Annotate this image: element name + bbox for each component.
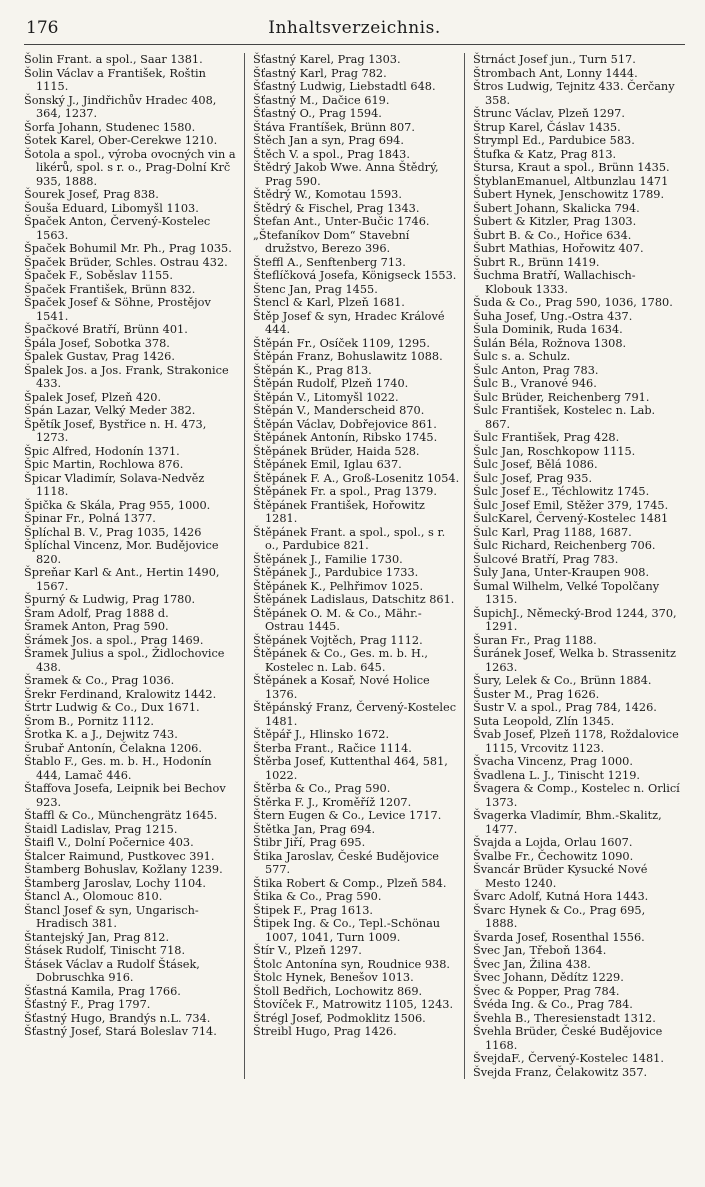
index-entry: Štěpán Franz, Bohuslawitz 1088.: [253, 350, 443, 363]
index-entry: Štenc Jan, Prag 1455.: [253, 282, 378, 296]
index-entry: Šulc Josef E., Téchlowitz 1745.: [473, 485, 650, 498]
index-entry: Štěpánek Fr. a spol., Prag 1379.: [253, 485, 437, 498]
index-entry: Štěch Jan a syn, Prag 694.: [253, 134, 404, 147]
index-entry: Štěpánek Emil, Iglau 637.: [253, 458, 402, 471]
index-entry: Špicar Vladimír, Solava-Nedvěz 1118.: [24, 471, 205, 498]
index-entry: Špětík Josef, Bystřice n. H. 473, 1273.: [24, 417, 207, 444]
index-entry: Švehla Brüder, České Budějovice 1168.: [473, 1025, 663, 1052]
index-entry: Špaček Anton, Červený-Kostelec 1563.: [24, 215, 211, 242]
index-entry: Špačkové Bratří, Brünn 401.: [24, 323, 188, 336]
index-entry: Švab Josef, Plzeň 1178, Roždalovice 1115, Vrcovitz 1123.: [473, 728, 679, 755]
index-entry: Štreibl Hugo, Prag 1426.: [253, 1025, 397, 1038]
index-entry: Švalbe Fr., Čechowitz 1090.: [473, 849, 634, 863]
index-entry: Špaček Brüder, Schles. Ostrau 432.: [24, 255, 228, 269]
index-entry: Šulc Richard, Reichenberg 706.: [473, 539, 656, 552]
index-entry: Šrom B., Pornitz 1112.: [24, 714, 154, 728]
index-entry: Štěpán V., Litomyšl 1022.: [253, 390, 399, 404]
index-entry: Šustr V. a spol., Prag 784, 1426.: [473, 701, 657, 714]
index-entry: Šulc František, Prag 428.: [473, 431, 620, 444]
index-entry: Špalek Gustav, Prag 1426.: [24, 350, 175, 363]
index-entry: Štěpán Fr., Osíček 1109, 1295.: [253, 336, 430, 350]
index-entry: Štěp Josef & syn, Hradec Králové 444.: [253, 309, 445, 336]
index-entry: Šulc s. a. Schulz.: [473, 350, 571, 363]
index-entry: Šumal Wilhelm, Velké Topolčany 1315.: [473, 579, 660, 606]
page-number: 176: [26, 18, 59, 38]
index-entry: Šplíchal B. V., Prag 1035, 1426: [24, 525, 202, 539]
index-entry: Štěpánek Frant. a spol., spol., s r. o., Pardubice 821.: [253, 525, 446, 552]
index-entry: Šulc Jan, Roschkopow 1115.: [473, 444, 636, 458]
index-entry: Špaček František, Brünn 832.: [24, 282, 196, 296]
index-entry: Štáva Frantíšek, Brünn 807.: [253, 120, 415, 134]
index-column-3: [464, 53, 684, 1079]
index-entry: Švec Johann, Dědítz 1229.: [473, 971, 624, 984]
index-entry: Štantejský Jan, Prag 812.: [24, 930, 170, 944]
index-entry: Štěpánek & Co., Ges. m. b. H., Kostelec n. Lab. 645.: [253, 647, 429, 674]
index-entry: Švancár Brüder Kysucké Nové Mesto 1240.: [473, 863, 648, 890]
index-entry: Šubert Hynek, Jenschowitz 1789.: [473, 188, 665, 201]
index-entry: Šterba Frant., Račice 1114.: [253, 741, 412, 755]
index-entry: Šubert Johann, Skalicka 794.: [473, 201, 640, 215]
index-entry: Štěpánek J., Familie 1730.: [253, 552, 403, 566]
index-entry: Špička & Skála, Prag 955, 1000.: [24, 498, 211, 512]
index-entry: Šubrt Mathias, Hořowitz 407.: [473, 242, 644, 255]
index-entry: Šrubař Antonín, Čelakna 1206.: [24, 741, 202, 755]
index-entry: Štefan Ant., Unter-Bučic 1746.: [253, 215, 430, 228]
index-entry: Štursa, Kraut a spol., Brünn 1435.: [473, 161, 670, 174]
index-entry: Švagera & Comp., Kostelec n. Orlicí 1373.: [473, 782, 680, 809]
index-entry: Štědrý W., Komotau 1593.: [253, 188, 402, 201]
index-entry: Šplíchal Vincenz, Mor. Budějovice 820.: [24, 539, 219, 566]
index-entry: Štipek Ing. & Co., Tepl.-Schönau 1007, 1041, Turn 1009.: [253, 917, 441, 944]
index-entry: Štásek Václav a Rudolf Štásek, Dobruschka 916.: [24, 957, 200, 984]
index-entry: Švadlena L. J., Tinischt 1219.: [473, 768, 641, 782]
index-entry: Šury, Lelek & Co., Brünn 1884.: [473, 674, 652, 687]
index-entry: Šuran Fr., Prag 1188.: [473, 633, 597, 647]
index-entry: Štipek F., Prag 1613.: [253, 903, 373, 917]
index-entry: Šťastný Karel, Prag 1303.: [253, 53, 401, 66]
index-entry: Štěpář J., Hlinsko 1672.: [253, 728, 390, 741]
index-entry: Štrnáct Josef jun., Turn 517.: [473, 53, 636, 66]
index-entry: Štika Jaroslav, České Budějovice 577.: [253, 849, 439, 876]
index-entry: Šuly Jana, Unter-Kraupen 908.: [473, 566, 650, 579]
index-entry: Špaček Josef & Söhne, Prostějov 1541.: [24, 296, 211, 323]
index-entry: Špurný & Ludwig, Prag 1780.: [24, 593, 196, 606]
index-entry: Šotek Karel, Ober-Cerekwe 1210.: [24, 134, 218, 147]
index-entry: Štěrba Josef, Kuttenthal 464, 581, 1022.: [253, 755, 448, 782]
index-entry: Štěpánek Brüder, Haida 528.: [253, 444, 420, 458]
index-entry: Štědrý & Fischel, Prag 1343.: [253, 201, 420, 215]
index-entry: ŠulcKarel, Červený-Kostelec 1481: [473, 512, 669, 525]
index-entry: Štěpán Václav, Dobřejovice 861.: [253, 417, 437, 431]
index-entry: Štrunc Václav, Plzeň 1297.: [473, 107, 625, 120]
index-entry: Štaifl V., Dolní Počernice 403.: [24, 836, 194, 849]
index-entry: Šubrt R., Brünn 1419.: [473, 255, 600, 269]
index-entry: Šramek & Co., Prag 1036.: [24, 674, 175, 687]
index-entry: Šulcové Bratří, Prag 783.: [473, 552, 619, 566]
index-column-1: [24, 53, 244, 1079]
index-entry: Švec & Popper, Prag 784.: [473, 984, 620, 998]
index-entry: Štrégl Josef, Podmoklitz 1506.: [253, 1011, 426, 1025]
index-entry: Šulc František, Kostelec n. Lab. 867.: [473, 404, 656, 431]
index-entry: Šrámek Jos. a spol., Prag 1469.: [24, 633, 204, 647]
index-entry: Štika & Co., Prag 590.: [253, 890, 382, 903]
index-entry: ŠvejdaF., Červený-Kostelec 1481.: [473, 1052, 664, 1065]
index-entry: Štěpánek František, Hořowitz 1281.: [253, 498, 425, 525]
index-entry: Šulán Béla, Rožnova 1308.: [473, 336, 627, 350]
index-entry: Špála Josef, Sobotka 378.: [24, 336, 170, 350]
index-entry: Šubrt B. & Co., Hořice 634.: [473, 228, 632, 242]
index-entry: Švehla B., Theresienstadt 1312.: [473, 1011, 656, 1025]
index-entry: Šulc Josef, Prag 935.: [473, 471, 593, 485]
index-entry: Švec Jan, Žilina 438.: [473, 957, 591, 971]
index-entry: „Štefaníkov Dom“ Stavební družstvo, Berezo 396.: [253, 228, 410, 255]
index-entry: Štěrka F. J., Kroměříž 1207.: [253, 795, 412, 809]
index-entry: Šťastný M., Dačice 619.: [253, 93, 390, 107]
index-entry: Špreňar Karl & Ant., Hertin 1490, 1567.: [24, 566, 220, 593]
index-entry: Štamberg Bohuslav, Kožlany 1239.: [24, 863, 223, 876]
index-entry: Štika Robert & Comp., Plzeň 584.: [253, 876, 447, 890]
index-entry: Švec Jan, Třeboň 1364.: [473, 944, 607, 957]
page-header: [24, 14, 685, 45]
index-entry: Štěpánek J., Pardubice 1733.: [253, 566, 419, 579]
index-entry: Štěpán Rudolf, Plzeň 1740.: [253, 377, 409, 390]
index-entry: ŠupichJ., Německý-Brod 1244, 370, 1291.: [473, 606, 677, 633]
index-entry: Štolc Antonína syn, Roudnice 938.: [253, 957, 450, 971]
index-entry: Špalek Jos. a Jos. Frank, Strakonice 433.: [24, 363, 229, 390]
index-entry: Štufka & Katz, Prag 813.: [473, 147, 617, 161]
index-entry: Šulc Josef Emil, Stěžer 379, 1745.: [473, 498, 669, 512]
index-entry: Švéda Ing. & Co., Prag 784.: [473, 998, 633, 1011]
index-entry: Šula Dominik, Ruda 1634.: [473, 323, 623, 336]
index-entry: Štrup Karel, Čáslav 1435.: [473, 120, 621, 134]
index-entry: Švagerka Vladimír, Bhm.-Skalitz, 1477.: [473, 809, 662, 836]
index-entry: Šťastný O., Prag 1594.: [253, 107, 382, 120]
index-entry: Štolc Hynek, Benešov 1013.: [253, 971, 414, 984]
index-entry: Šourek Josef, Prag 838.: [24, 188, 159, 201]
index-entry: Štrombach Ant, Lonny 1444.: [473, 66, 638, 80]
index-entry: Štěpánek Vojtěch, Prag 1112.: [253, 633, 423, 647]
index-entry: Šteflíčková Josefa, Königseck 1553.: [253, 269, 457, 282]
index-entry: Šram Adolf, Prag 1888 d.: [24, 606, 169, 620]
index-entry: Štěpánek Ladislaus, Datschitz 861.: [253, 593, 455, 606]
index-entry: Šotola a spol., výroba ovocných vin a likérů, spol. s r. o., Prag-Dolní Krč 935, 1888.: [24, 147, 236, 188]
index-entry: Šulc Anton, Prag 783.: [473, 363, 599, 377]
index-entry: Štěpánek O. M. & Co., Mähr.-Ostrau 1445.: [253, 606, 422, 633]
index-entry: Štaffova Josefa, Leipnik bei Bechov 923.: [24, 782, 226, 809]
index-entry: Šulc Brüder, Reichenberg 791.: [473, 390, 650, 404]
index-entry: Šramek Julius a spol., Židlochovice 438.: [24, 647, 225, 674]
index-entry: Štěpán K., Prag 813.: [253, 363, 372, 377]
index-entry: Štěpánský Franz, Červený-Kostelec 1481.: [253, 701, 457, 728]
index-entry: Šteffl A., Senftenberg 713.: [253, 255, 406, 269]
index-entry: Štovíček F., Matrowitz 1105, 1243.: [253, 998, 454, 1011]
index-columns: [24, 53, 685, 1079]
index-entry: Štablo F., Ges. m. b. H., Hodonín 444, Lamač 446.: [24, 755, 212, 782]
index-entry: Šťastný Josef, Stará Boleslav 714.: [24, 1025, 217, 1038]
index-entry: Špinar Fr., Polná 1377.: [24, 512, 156, 525]
index-entry: Šouša Eduard, Libomyšl 1103.: [24, 201, 199, 215]
index-entry: Štěpánek K., Pelhřimov 1025.: [253, 579, 424, 593]
index-entry: Štencl & Karl, Plzeň 1681.: [253, 296, 405, 309]
index-entry: Štědrý Jakob Wwe. Anna Štědrý, Prag 590.: [253, 161, 439, 188]
index-entry: Špic Martin, Rochlowa 876.: [24, 458, 184, 471]
index-entry: Štancl Josef & syn, Ungarisch-Hradisch 381.: [24, 903, 199, 930]
index-entry: Štětka Jan, Prag 694.: [253, 822, 376, 836]
index-entry: Štěpánek a Kosař, Nové Holice 1376.: [253, 674, 430, 701]
index-entry: Šorfa Johann, Studenec 1580.: [24, 120, 196, 134]
index-entry: Štásek Rudolf, Tinischt 718.: [24, 944, 186, 957]
index-entry: Šubert & Kitzler, Prag 1303.: [473, 215, 637, 228]
index-entry: Štěpánek Antonín, Ribsko 1745.: [253, 431, 438, 444]
index-entry: Šulc Josef, Bělá 1086.: [473, 458, 598, 471]
index-entry: Švejda Franz, Čelakowitz 357.: [473, 1065, 648, 1079]
index-entry: Švarc Hynek & Co., Prag 695, 1888.: [473, 903, 646, 930]
index-entry: Šuster M., Prag 1626.: [473, 687, 600, 701]
index-entry: Šramek Anton, Prag 590.: [24, 620, 169, 633]
index-entry: Štrtr Ludwig & Co., Dux 1671.: [24, 701, 200, 714]
index-entry: Šťastný Ludwig, Liebstadtl 648.: [253, 80, 436, 93]
index-entry: Špaček F., Soběslav 1155.: [24, 269, 173, 282]
index-entry: Štěch V. a spol., Prag 1843.: [253, 147, 410, 161]
index-entry: Šuránek Josef, Welka b. Strassenitz 1263.: [473, 647, 676, 674]
index-entry: Švacha Vincenz, Prag 1000.: [473, 755, 633, 768]
index-entry: ŠtyblanEmanuel, Altbunzlau 1471: [473, 174, 669, 188]
index-entry: Štěpánek F. A., Groß-Losenitz 1054.: [253, 471, 460, 485]
index-entry: Šťastný F., Prag 1797.: [24, 998, 151, 1011]
index-entry: Šťastný Hugo, Brandýs n.L. 734.: [24, 1011, 211, 1025]
index-entry: Štěpán V., Manderscheid 870.: [253, 404, 425, 417]
index-entry: Šuchma Bratří, Wallachisch-Klobouk 1333.: [473, 269, 636, 296]
index-entry: Šrekr Ferdinand, Kralowitz 1442.: [24, 687, 217, 701]
index-entry: Šulc B., Vranové 946.: [473, 377, 597, 390]
index-entry: Štoll Bedřich, Lochowitz 869.: [253, 984, 423, 998]
index-entry: Špalek Josef, Plzeň 420.: [24, 390, 162, 404]
index-entry: Šonský J., Jindřichův Hradec 408, 364, 1237.: [24, 93, 217, 120]
index-entry: Špán Lazar, Velký Meder 382.: [24, 404, 196, 417]
index-entry: Švajda a Lojda, Orlau 1607.: [473, 836, 633, 849]
index-entry: Špic Alfred, Hodonín 1371.: [24, 444, 180, 458]
index-entry: Štír V., Plzeň 1297.: [253, 944, 362, 957]
index-entry: Štamberg Jaroslav, Lochy 1104.: [24, 876, 206, 890]
index-entry: Švarc Adolf, Kutná Hora 1443.: [473, 890, 649, 903]
index-entry: Šrotka K. a J., Dejwitz 743.: [24, 728, 178, 741]
index-entry: Štěrba & Co., Prag 590.: [253, 782, 391, 795]
index-entry: Štancl A., Olomouc 810.: [24, 890, 163, 903]
index-entry: Špaček Bohumil Mr. Ph., Prag 1035.: [24, 242, 232, 255]
index-entry: Šťastný Karl, Prag 782.: [253, 66, 387, 80]
index-entry: Šolin Frant. a spol., Saar 1381.: [24, 53, 203, 66]
index-entry: Suta Leopold, Zlín 1345.: [473, 714, 615, 728]
index-entry: Štern Eugen & Co., Levice 1717.: [253, 809, 442, 822]
index-entry: Švarda Josef, Rosenthal 1556.: [473, 930, 645, 944]
page-title: Inhaltsverzeichnis.: [268, 18, 441, 38]
index-entry: Štaidl Ladislav, Prag 1215.: [24, 822, 178, 836]
index-entry: Štalcer Raimund, Pustkovec 391.: [24, 849, 215, 863]
index-entry: Šulc Karl, Prag 1188, 1687.: [473, 525, 632, 539]
index-entry: Štaffl & Co., Münchengrätz 1645.: [24, 809, 218, 822]
index-entry: Šuha Josef, Ung.-Ostra 437.: [473, 309, 633, 323]
index-entry: Šolin Václav a František, Roštin 1115.: [24, 66, 206, 93]
index-entry: Štibr Jiří, Prag 695.: [253, 836, 366, 849]
index-column-2: [244, 53, 464, 1079]
index-entry: Štrympl Ed., Pardubice 583.: [473, 134, 635, 147]
index-entry: Štros Ludwig, Tejnitz 433. Čerčany 358.: [473, 80, 675, 107]
index-entry: Šuda & Co., Prag 590, 1036, 1780.: [473, 296, 673, 309]
index-entry: Šťastná Kamila, Prag 1766.: [24, 984, 181, 998]
